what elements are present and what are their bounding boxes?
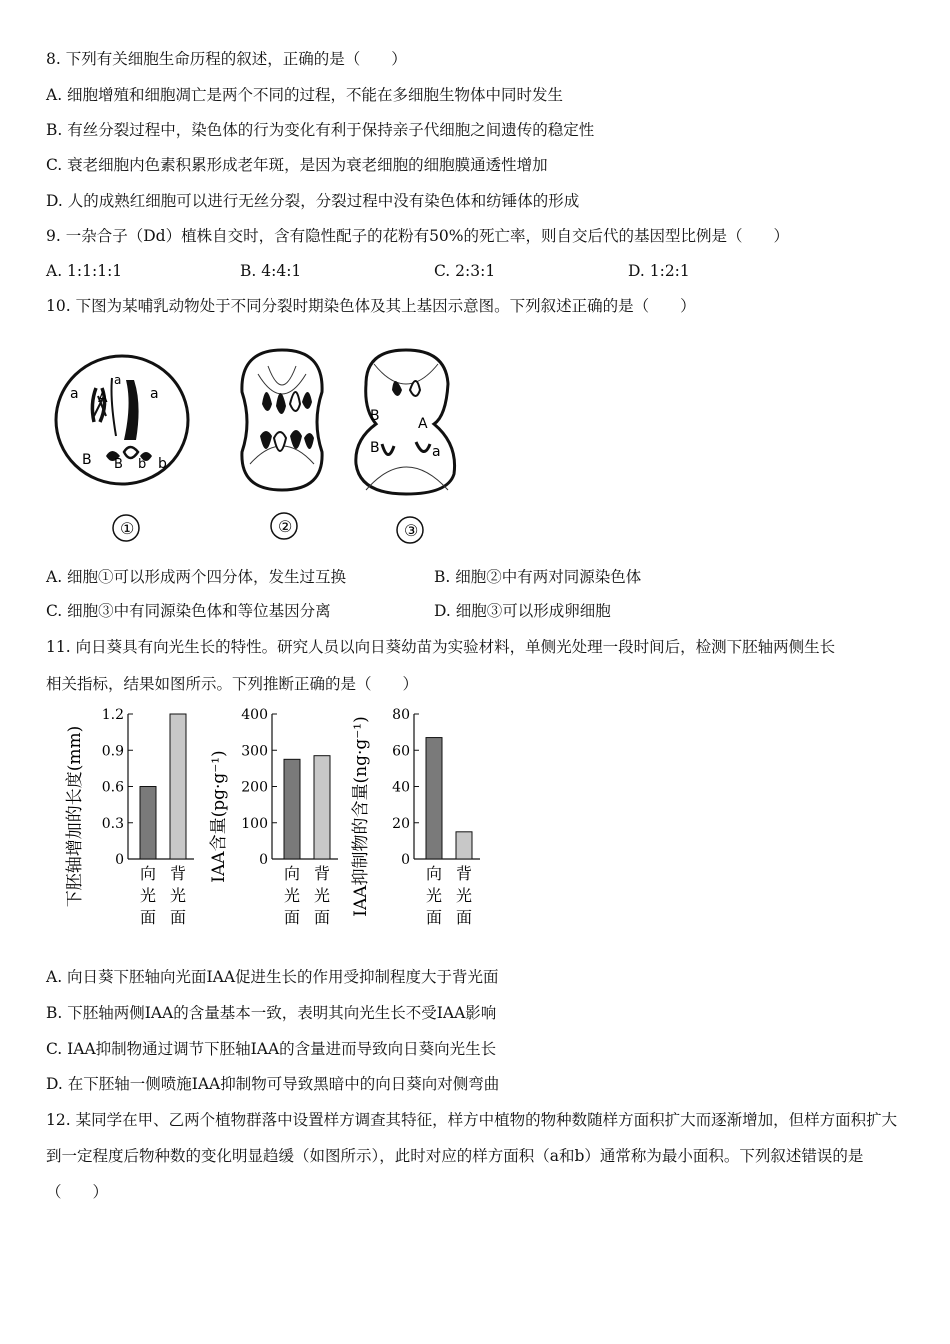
q11-option-b: B. 下胚轴两侧IAA的含量基本一致，表明其向光生长不受IAA影响 bbox=[46, 1004, 497, 1022]
q10-options-row2 bbox=[46, 600, 906, 622]
q9-option-a: A. 1:1:1:1 bbox=[46, 262, 123, 280]
cell-3-diagram bbox=[356, 350, 455, 543]
chart-category-label: 背光面 bbox=[313, 864, 331, 927]
q9-option-d: D. 1:2:1 bbox=[628, 262, 690, 280]
chart-tick-label: 0 bbox=[259, 852, 268, 868]
chart-ylabel: IAA含量(pg·g⁻¹) bbox=[209, 750, 229, 883]
cell-3-label: ③ bbox=[404, 521, 419, 540]
chart-bar bbox=[170, 714, 186, 859]
cell-division-figure bbox=[54, 344, 474, 554]
cell1-gene-label: b bbox=[158, 456, 167, 472]
chart-tick-label: 0.3 bbox=[101, 815, 124, 832]
q10-stem: 10. 下图为某哺乳动物处于不同分裂时期染色体及其上基因示意图。下列叙述正确的是（ ） bbox=[46, 297, 696, 315]
cell1-gene-label: A bbox=[98, 390, 108, 406]
q8-option-d: D. 人的成熟红细胞可以进行无丝分裂，分裂过程中没有染色体和纺锤体的形成 bbox=[46, 192, 580, 210]
q11-stem-line2: 相关指标，结果如图所示。下列推断正确的是（ ） bbox=[46, 675, 419, 693]
q10-options-row1 bbox=[46, 566, 906, 588]
q8-option-a: A. 细胞增殖和细胞凋亡是两个不同的过程，不能在多细胞生物体中同时发生 bbox=[46, 86, 564, 104]
q11-option-c: C. IAA抑制物通过调节下胚轴IAA的含量进而导致向日葵向光生长 bbox=[46, 1040, 497, 1058]
cell3-gene-label: B bbox=[370, 408, 380, 424]
chart-bar bbox=[426, 738, 442, 859]
chart-category-label: 背光面 bbox=[455, 864, 473, 927]
cell1-gene-label: B bbox=[114, 457, 123, 472]
chart-bar bbox=[284, 759, 300, 859]
cell1-gene-label: a bbox=[150, 386, 159, 402]
chart-tick-label: 60 bbox=[392, 743, 410, 760]
q10-option-d: D. 细胞③可以形成卵细胞 bbox=[434, 602, 611, 620]
q8-stem: 8. 下列有关细胞生命历程的叙述，正确的是（ ） bbox=[46, 50, 407, 68]
cell-1-diagram bbox=[56, 356, 188, 541]
chart-tick-label: 100 bbox=[241, 815, 268, 832]
chart-bar bbox=[314, 756, 330, 859]
chart-tick-label: 1.2 bbox=[101, 707, 124, 723]
chart-tick-label: 80 bbox=[392, 707, 410, 723]
chart-tick-label: 40 bbox=[392, 779, 410, 796]
chart-bar bbox=[456, 832, 472, 859]
q9-stem: 9. 一杂合子（Dd）植株自交时，含有隐性配子的花粉有50%的死亡率，则自交后代的基因型比例是（ ） bbox=[46, 227, 790, 245]
q12-stem: 12. 某同学在甲、乙两个植物群落中设置样方调查其特征，样方中植物的物种数随样方面积扩大而逐渐增加，但样方面积扩大到一定程度后物种数的变化明显趋缓（如图所示），此时对应的样方面积（a和b）通常称为最小面积。下列叙述错误的是（ ） bbox=[46, 1111, 898, 1201]
chart-bar bbox=[140, 787, 156, 860]
q9-options bbox=[46, 260, 906, 282]
cell3-gene-label: B bbox=[370, 440, 380, 456]
chart-tick-label: 0 bbox=[401, 852, 410, 868]
q9-option-b: B. 4:4:1 bbox=[240, 262, 302, 280]
cell-2-label: ② bbox=[278, 517, 293, 536]
chart-tick-label: 400 bbox=[241, 707, 268, 723]
chart-ylabel: IAA抑制物的含量(ng·g⁻¹) bbox=[351, 716, 371, 917]
q10-option-c: C. 细胞③中有同源染色体和等位基因分离 bbox=[46, 602, 331, 620]
chart-category-label: 向光面 bbox=[425, 864, 443, 927]
iaa-bar-charts bbox=[58, 704, 488, 939]
chart-category-label: 向光面 bbox=[283, 864, 301, 927]
cell1-gene-label: a bbox=[70, 386, 79, 402]
cell-2-diagram bbox=[242, 350, 322, 539]
chart-category-label: 向光面 bbox=[139, 864, 157, 927]
chart-tick-label: 0 bbox=[115, 852, 124, 868]
chart-tick-label: 0.6 bbox=[101, 779, 124, 796]
chart-category-label: 背光面 bbox=[169, 864, 187, 927]
q8-option-c: C. 衰老细胞内色素积累形成老年斑，是因为衰老细胞的细胞膜通透性增加 bbox=[46, 156, 548, 174]
q10-option-a: A. 细胞①可以形成两个四分体，发生过互换 bbox=[46, 568, 347, 586]
cell1-gene-label: a bbox=[114, 373, 122, 387]
chart-tick-label: 0.9 bbox=[101, 743, 124, 760]
q11-option-a: A. 向日葵下胚轴向光面IAA促进生长的作用受抑制程度大于背光面 bbox=[46, 968, 499, 986]
q11-stem-line1: 11. 向日葵具有向光生长的特性。研究人员以向日葵幼苗为实验材料，单侧光处理一段时间后，检测下胚轴两侧生长 bbox=[46, 638, 836, 656]
chart-tick-label: 300 bbox=[241, 743, 268, 760]
q11-option-d: D. 在下胚轴一侧喷施IAA抑制物可导致黑暗中的向日葵向对侧弯曲 bbox=[46, 1075, 500, 1093]
chart-tick-label: 200 bbox=[241, 779, 268, 796]
q10-option-b: B. 细胞②中有两对同源染色体 bbox=[434, 568, 642, 586]
cell1-gene-label: b bbox=[138, 457, 147, 472]
cell3-gene-label: a bbox=[432, 444, 441, 460]
cell1-gene-label: B bbox=[82, 452, 92, 468]
chart-tick-label: 20 bbox=[392, 815, 410, 832]
cell-1-label: ① bbox=[120, 519, 135, 538]
q9-option-c: C. 2:3:1 bbox=[434, 262, 496, 280]
chart-ylabel: 下胚轴增加的长度(mm) bbox=[65, 725, 85, 908]
cell3-gene-label: A bbox=[418, 416, 428, 432]
q8-option-b: B. 有丝分裂过程中，染色体的行为变化有利于保持亲子代细胞之间遗传的稳定性 bbox=[46, 121, 595, 139]
